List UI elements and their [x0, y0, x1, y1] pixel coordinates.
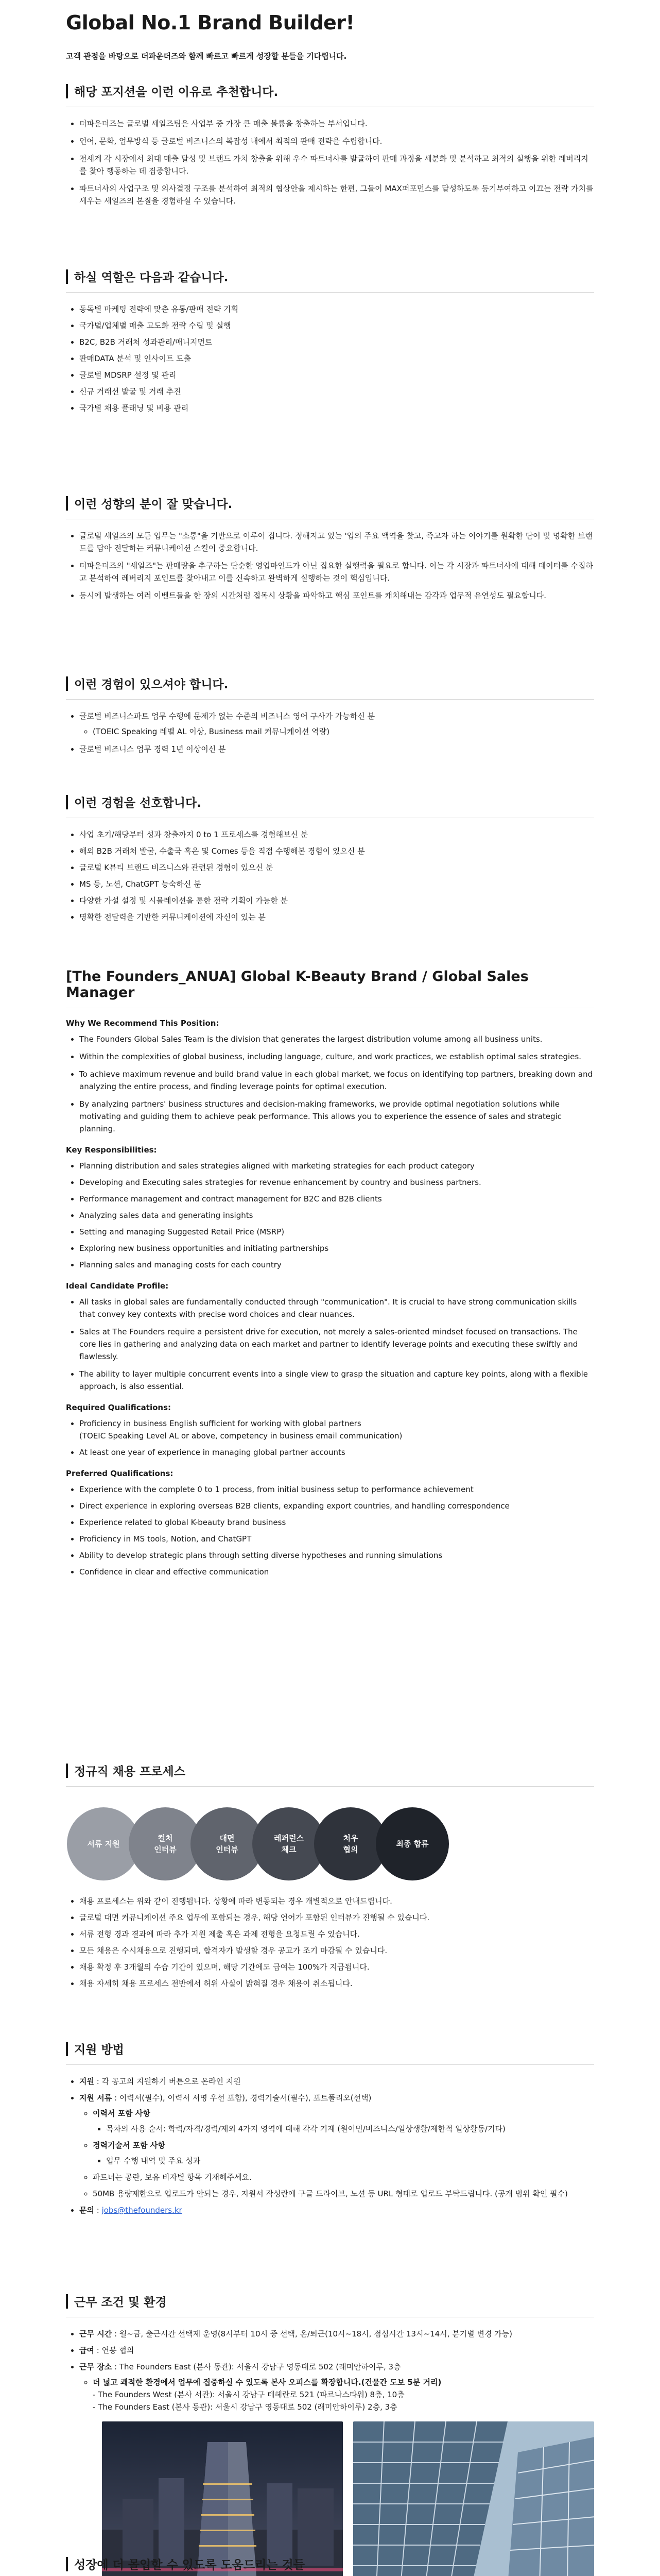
- label: 지원: [79, 2077, 94, 2086]
- section-title-text: 지원 방법: [74, 2043, 124, 2057]
- sub-item: ▪ 목차의 사용 순서: 학력/자격/경력/제외 4가지 영역에 대해 각각 기재 (원어민/비즈니스/일상생활/제한적 일상활동/기타): [106, 2123, 594, 2135]
- list-item: • Performance management and contract management for B2C and B2B clients: [79, 1193, 594, 1205]
- why-list: [66, 1033, 594, 1135]
- list-item: • 다양한 가설 설정 및 시뮬레이션을 통한 전략 기획이 가능한 분: [79, 894, 594, 907]
- required-list: [66, 710, 594, 755]
- section-work: [66, 2293, 594, 2576]
- list-item: • 급여 : 연봉 협의: [79, 2344, 594, 2357]
- list-item: • 채용 프로세스는 위와 같이 진행됩니다. 상황에 따라 변동되는 경우 개별적으로 안내드립니다.: [79, 1895, 594, 1907]
- label: 지원 서류: [79, 2093, 112, 2103]
- section-fit: [66, 495, 594, 607]
- list-item: • Setting and managing Suggested Retail Price (MSRP): [79, 1226, 594, 1238]
- sub-item-text: 경력기술서 포함 사항: [93, 2141, 165, 2150]
- value: 각 공고의 지원하기 버튼으로 온라인 지원: [101, 2077, 241, 2086]
- office-photo-west: [102, 2421, 343, 2576]
- list-item: • 사업 초기/해당부터 성과 창출까지 0 to 1 프로세스를 경험해보신 분: [79, 828, 594, 841]
- value: 이력서(필수), 이력서 서명 우선 포함), 경력기술서(필수), 포트폴리오(선택): [119, 2093, 372, 2103]
- list-item: • Ability to develop strategic plans through setting diverse hypotheses and running simulations: [79, 1549, 594, 1562]
- sub-list: [79, 2376, 594, 2413]
- section-title: [66, 268, 594, 285]
- value: 월~금, 출근시간 선택제 운영(8시부터 10시 중 선택, 온/퇴근(10시~18시, 점심시간 13시~14시, 분기별 변경 가능): [119, 2329, 513, 2338]
- list-item: • By analyzing partners' business structures and decision-making frameworks, we provide optimal negotiation solutions while motivating and guiding them to achieve peak performance. This allows you to experience the essence of sales and strategic planning.: [79, 1098, 594, 1135]
- office-photos: [102, 2421, 594, 2576]
- list-item: • 근무 시간 : 월~금, 출근시간 선택제 운영(8시부터 10시 중 선택, 온/퇴근(10시~18시, 점심시간 13시~14시, 분기별 변경 가능): [79, 2328, 594, 2340]
- glass-building-image: [353, 2421, 594, 2576]
- list-item: • Proficiency in MS tools, Notion, and ChatGPT: [79, 1533, 594, 1545]
- office-west: - The Founders West (본사 서관): 서울시 강남구 테헤란로 521 (파르나스타워) 8층, 10층: [93, 2390, 405, 2399]
- process-step: 레퍼런스 체크: [252, 1807, 325, 1880]
- list-item: • Exploring new business opportunities and initiating partnerships: [79, 1242, 594, 1255]
- english-title: [The Founders_ANUA] Global K-Beauty Brand / Global Sales Manager: [66, 969, 529, 1001]
- section-preferred: [66, 793, 594, 927]
- list-item: • Planning sales and managing costs for each country: [79, 1259, 594, 1271]
- list-item-text: 글로벌 비즈니스파트 업무 수행에 문제가 없는 수준의 비즈니스 영어 구사가 가능하신 분: [79, 711, 375, 721]
- req-list: [66, 1417, 594, 1459]
- sub-item: ◦ (TOEIC Speaking 레벨 AL 이상, Business mail 커뮤니케이션 역량): [93, 725, 594, 738]
- apply-list: [66, 2075, 594, 2216]
- role-list: [66, 303, 594, 414]
- list-item: • 명확한 전달력을 기반한 커뮤니케이션에 자신이 있는 분: [79, 911, 594, 923]
- section-role: [66, 268, 594, 418]
- list-item: • 국가별 채용 플래닝 및 비용 관리: [79, 402, 594, 414]
- list-item-sub: (TOEIC Speaking Level AL or above, competency in business email communication): [79, 1431, 403, 1440]
- section-english: [66, 969, 594, 1582]
- sub-item: ◦ 파트너는 공란, 보유 비자별 항목 기재해주세요.: [93, 2171, 594, 2183]
- section-title: [66, 1762, 594, 1779]
- sub-item: [93, 2139, 594, 2167]
- sub-item-text: 이력서 포함 사항: [93, 2109, 150, 2118]
- sub-item: ▪ 업무 수행 내역 및 주요 성과: [106, 2155, 594, 2167]
- list-item: • Analyzing sales data and generating insights: [79, 1209, 594, 1222]
- list-item: • 문의 : jobs@thefounders.kr: [79, 2204, 594, 2216]
- section-title-text: 해당 포지션을 이런 이유로 추천합니다.: [74, 86, 279, 99]
- list-item: • Confidence in clear and effective communication: [79, 1566, 594, 1578]
- pref-list: [66, 1483, 594, 1578]
- list-item: • 동시에 발생하는 여러 이벤트들을 한 장의 시간처럼 접목시 상황을 파악하고 핵심 포인트를 캐치해내는 감각과 업무적 유연성도 필요합니다.: [79, 589, 594, 602]
- list-item: • 글로벌 세일즈의 모든 업무는 "소통"을 기반으로 이루어 집니다. 정해지고 있는 '업의 주요 액역을 찾고, 즉고자 하는 이야기를 원확한 단어 및 명확한 브랜드를 담아 전달하는 커뮤니케이션 스킬이 중요합니다.: [79, 530, 594, 554]
- list-item: • 글로벌 대면 커뮤니케이션 주요 업무에 포함되는 경우, 해당 언어가 포함된 인터뷰가 진행될 수 있습니다.: [79, 1911, 594, 1924]
- list-item: • The Founders Global Sales Team is the division that generates the largest distribution volume among all business units.: [79, 1033, 594, 1045]
- section-title: [66, 82, 594, 99]
- sub-sub-list: [93, 2123, 594, 2135]
- label: 근무 시간: [79, 2329, 112, 2338]
- section-title: [66, 675, 594, 692]
- list-item: • 근무 장소 : The Founders East (본사 동관): 서울시 강남구 영동대로 502 (래미안하이루, 3층 ◦ 더 넓고 쾌적한 환경에서 업무에 집중하실 수 있도록 본사 오피스를 확장합니다.(건물간 도보 5분 거리) - The Founders West (본사 서관): 서울시 강남구 테헤란로 521 (파르나스타워) 8층, 10층 - The Founders East (본사 동관): 서울시 강남구 영동대로 502 (래미안하이루) 2층, 3층: [79, 2361, 594, 2413]
- list-item: • 글로벌 비즈니스 업무 경력 1년 이상이신 분: [79, 743, 594, 755]
- section-growth: [66, 2555, 594, 2576]
- list-item: • 신규 거래선 발굴 및 거래 추진: [79, 385, 594, 398]
- title-bar: [66, 1764, 68, 1778]
- process-steps: [66, 1797, 594, 1895]
- sub-list: [79, 725, 594, 738]
- list-item: • MS 등, 노션, ChatGPT 능숙하신 분: [79, 878, 594, 890]
- process-step: 최종 합류: [376, 1807, 449, 1880]
- sub-list: [79, 2107, 594, 2200]
- label: 급여: [79, 2346, 94, 2355]
- section-recommend: [66, 82, 594, 212]
- label: 근무 장소: [79, 2362, 112, 2371]
- divider: [66, 292, 594, 293]
- fit-list: [66, 530, 594, 602]
- list-item: • Sales at The Founders require a persistent drive for execution, not merely a sales-oriented mindset focused on transactions. The core lies in gathering and analyzing data on each market and partner to identify leverage points and executing these swiftly and flawlessly.: [79, 1326, 594, 1363]
- ideal-list: [66, 1296, 594, 1393]
- section-title: [66, 2555, 594, 2572]
- title-bar: [66, 676, 68, 691]
- city-tower-image: [102, 2421, 343, 2576]
- office-east: - The Founders East (본사 동관): 서울시 강남구 영동대로 502 (래미안하이루) 2층, 3층: [93, 2402, 397, 2412]
- list-item: • All tasks in global sales are fundamentally conducted through "communication". It is crucial to have strong communication skills that convey key contexts with precise word choices and clear nuances.: [79, 1296, 594, 1320]
- section-title: [66, 2040, 594, 2057]
- list-item: • 판매DATA 분석 및 인사이트 도출: [79, 352, 594, 365]
- list-item: • 동독별 마케팅 전략에 맞춘 유통/판매 전략 기획: [79, 303, 594, 315]
- list-item: • 더파운더즈의 "세일즈"는 판매량을 추구하는 단순한 영업마인드가 아닌 집요한 실행력을 필요로 합니다. 이는 각 시장과 파트너사에 대해 데이터를 수집하고 분석하여 레버리지 포인트를 찾아내고 이를 신속하고 완벽하게 실행하는 것이 핵심입니다.: [79, 560, 594, 584]
- resp-list: [66, 1160, 594, 1271]
- title-bar: [66, 795, 68, 809]
- list-item: • 파트너사의 사업구조 및 의사결정 구조를 분석하여 최적의 협상안을 제시하는 한편, 그들이 MAX퍼포먼스를 달성하도록 등기부여하고 이끄는 전략 가치를 세우는 세일즈의 본질을 경험하실 수 있습니다.: [79, 182, 594, 207]
- section-title-text: 이런 경험을 선호합니다.: [74, 796, 201, 810]
- label: 문의: [79, 2206, 94, 2215]
- process-step: 처우 협의: [314, 1807, 387, 1880]
- section-title: [66, 793, 594, 810]
- title-bar: [66, 2557, 68, 2571]
- section-title-text: 근무 조건 및 환경: [74, 2296, 167, 2309]
- list-item: • 채용 확정 후 3개월의 수습 기간이 있으며, 해당 기간에도 급여는 100%가 지급됩니다.: [79, 1961, 594, 1973]
- title-bar: [66, 2294, 68, 2309]
- list-item: • 전세계 각 시장에서 최대 매출 달성 및 브랜드 가치 창출을 위해 우수 파트너사를 발굴하여 판매 과정을 세분화 및 분석하고 최적의 실행을 위한 레버리지를 찾아 행동하는 데 집중합니다.: [79, 152, 594, 177]
- value: 연봉 협의: [101, 2346, 134, 2355]
- sub-item: [93, 2376, 594, 2413]
- section-title-text: 성장에 더 몰입할 수 있도록 도움드리는 것들: [74, 2558, 305, 2572]
- list-item: • 채용 자세히 채용 프로세스 전반에서 허위 사실이 밝혀질 경우 채용이 취소됩니다.: [79, 1977, 594, 1990]
- title-bar: [66, 84, 68, 98]
- list-item: • 국가별/업체별 매출 고도화 전략 수립 및 실행: [79, 319, 594, 332]
- sub-item: [93, 2107, 594, 2135]
- list-item: • Developing and Executing sales strategies for revenue enhancement by country and business partners.: [79, 1176, 594, 1189]
- list-item: [79, 1417, 594, 1442]
- list-item: • 글로벌 MDSRP 설정 및 관리: [79, 369, 594, 381]
- list-item: • 해외 B2B 거래처 발굴, 수출국 혹은 및 Cornes 등을 직접 수행해본 경험이 있으신 분: [79, 845, 594, 857]
- process-step: 서류 지원: [67, 1807, 140, 1880]
- work-list: [66, 2328, 594, 2413]
- pref-heading: Preferred Qualifications:: [66, 1469, 173, 1478]
- list-item: • Planning distribution and sales strategies aligned with marketing strategies for each product category: [79, 1160, 594, 1172]
- title-bar: [66, 269, 68, 284]
- list-item: • 글로벌 K뷰티 브랜드 비즈니스와 관련된 경험이 있으신 분: [79, 861, 594, 874]
- sub-sub-list: [93, 2155, 594, 2167]
- list-item: • The ability to layer multiple concurrent events into a single view to grasp the situation and capture key points, along with a flexible approach, is also essential.: [79, 1368, 594, 1393]
- list-item: • Within the complexities of global business, including language, culture, and work practices, we establish optimal sales strategies.: [79, 1050, 594, 1063]
- list-item: • Direct experience in exploring overseas B2B clients, expanding export countries, and handling correspondence: [79, 1500, 594, 1512]
- why-heading: Why We Recommend This Position:: [66, 1019, 219, 1028]
- section-title: [66, 495, 594, 512]
- process-notes: [66, 1895, 594, 1990]
- contact-email-link[interactable]: jobs@thefounders.kr: [101, 2206, 182, 2215]
- recommend-list: [66, 117, 594, 207]
- list-item: • 언어, 문화, 업무방식 등 글로벌 비즈니스의 복잡성 내에서 최적의 판매 전략을 수립합니다.: [79, 135, 594, 147]
- section-title-text: 정규직 채용 프로세스: [74, 1765, 185, 1778]
- tagline: 고객 관점을 바탕으로 더파운더즈와 함께 빠르고 빠르게 성장할 분들을 기다립니다.: [66, 52, 347, 61]
- process-step: 컬처 인터뷰: [129, 1807, 202, 1880]
- section-title: [66, 2293, 594, 2310]
- office-photo-east: [353, 2421, 594, 2576]
- section-title-text: 이런 경험이 있으셔야 합니다.: [74, 678, 229, 691]
- list-item: • 지원 서류 : 이력서(필수), 이력서 서명 우선 포함), 경력기술서(필수), 포트폴리오(선택) ◦ 이력서 포함 사항 ▪ 목차의 사용 순서: 학력/자격/경력/제외 4가지 영역에 대해 각각 기재 (원어민/비즈니스/일상생활/제한적 일상활동/기타) ◦ 경력기술서 포함 사항 ▪ 업무 수행 내역 및 주요 성과 ◦ 파트너는 공란, 보유 비자별 항목 기재해주세요. ◦ 50MB 용량제한으로 업로드가 안되는 경우, 지원서 작성란에 구글 드라이브, 노션 등 URL 형태로 업로드 부탁드립니다. (공개 범위 확인 필수): [79, 2092, 594, 2200]
- section-process: [66, 1762, 594, 1994]
- list-item: • Experience related to global K-beauty brand business: [79, 1516, 594, 1529]
- divider: [66, 1786, 594, 1787]
- list-item: • 지원 : 각 공고의 지원하기 버튼으로 온라인 지원: [79, 2075, 594, 2088]
- list-item: • 모든 채용은 수시채용으로 진행되며, 합격자가 발생할 경우 공고가 조기 마감될 수 있습니다.: [79, 1944, 594, 1957]
- req-heading: Required Qualifications:: [66, 1403, 171, 1412]
- resp-heading: Key Responsibilities:: [66, 1145, 157, 1155]
- title-bar: [66, 496, 68, 511]
- sub-item-text: 더 넓고 쾌적한 환경에서 업무에 집중하실 수 있도록 본사 오피스를 확장합니다.(건물간 도보 5분 거리): [93, 2378, 442, 2387]
- divider: [66, 699, 594, 700]
- list-item: • To achieve maximum revenue and build brand value in each global market, we focus on identifying top partners, breaking down and analyzing the entire process, and finding leverage points for optimal execution.: [79, 1068, 594, 1093]
- list-item: • 서류 전형 경과 결과에 따라 추가 지원 제출 혹은 과제 전형을 요청드릴 수 있습니다.: [79, 1928, 594, 1940]
- list-item: • Experience with the complete 0 to 1 process, from initial business setup to performance achievement: [79, 1483, 594, 1496]
- ideal-heading: Ideal Candidate Profile:: [66, 1281, 169, 1291]
- page-title: Global No.1 Brand Builder!: [66, 11, 355, 34]
- value: The Founders East (본사 동관): 서울시 강남구 영동대로 502 (래미안하이루, 3층: [119, 2362, 401, 2371]
- process-step: 대면 인터뷰: [190, 1807, 264, 1880]
- section-title-text: 하실 역할은 다음과 같습니다.: [74, 271, 229, 284]
- section-title-text: 이런 성향의 분이 잘 맞습니다.: [74, 498, 233, 511]
- list-item-text: Proficiency in business English sufficient for working with global partners: [79, 1419, 361, 1428]
- list-item: • 더파운더즈는 글로벌 세일즈팀은 사업부 중 가장 큰 매출 볼륨을 창출하는 부서입니다.: [79, 117, 594, 130]
- sub-item: ◦ 50MB 용량제한으로 업로드가 안되는 경우, 지원서 작성란에 구글 드라이브, 노션 등 URL 형태로 업로드 부탁드립니다. (공개 범위 확인 필수): [93, 2188, 594, 2200]
- list-item: [79, 710, 594, 738]
- list-item: • B2C, B2B 거래처 성과관리/매니지먼트: [79, 336, 594, 348]
- section-required: [66, 675, 594, 760]
- preferred-list: [66, 828, 594, 923]
- title-bar: [66, 2042, 68, 2056]
- section-apply: [66, 2040, 594, 2221]
- list-item: • At least one year of experience in managing global partner accounts: [79, 1446, 594, 1459]
- divider: [66, 2064, 594, 2065]
